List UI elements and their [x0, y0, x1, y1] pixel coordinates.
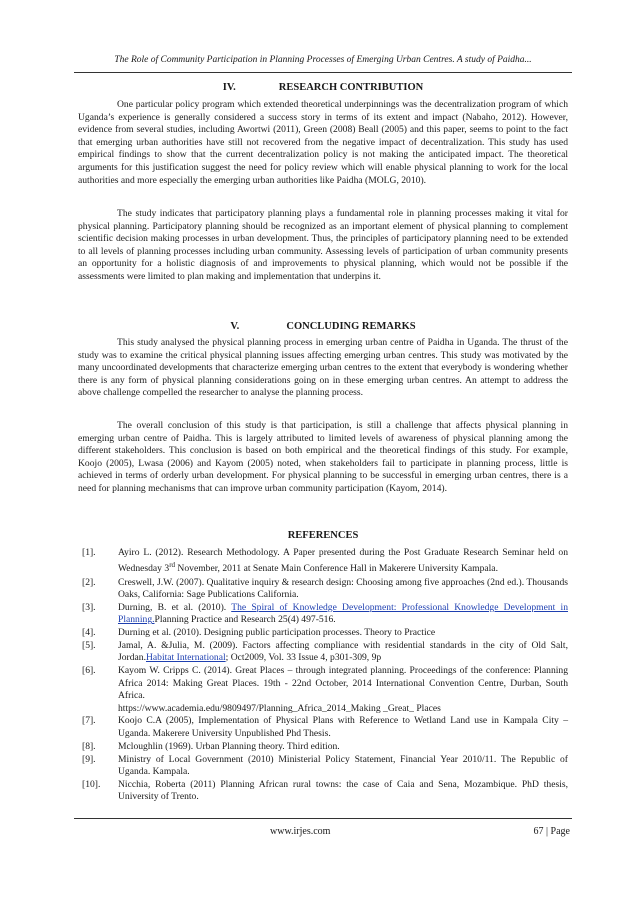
reference-number: [6]. [82, 665, 96, 677]
reference-item [78, 741, 568, 753]
reference-text: Koojo C.A (2005), Implementation of Physical Plans with Reference to Wetland Land use in Kampala City – Uganda. Makerere University Unpublished Phd Thesis. [118, 715, 568, 739]
reference-number: [10]. [82, 779, 101, 790]
reference-item [78, 640, 568, 665]
section-heading-concluding-remarks [78, 321, 568, 332]
section-title: RESEARCH CONTRIBUTION [278, 82, 424, 93]
footer-website[interactable]: www.irjes.com [270, 826, 331, 837]
concluding-remarks-paragraph-1: This study analysed the physical planning process in emerging urban centre of Paidha in Uganda. The thrust of the study was to examine the critical physical planning issues affecting emerging urban centres. This study was motivated by the many uncoordinated developments that characterize emerging urban centres to the extent that everybody is wondering whether there is any form of physical planning considerations going on in these emerging urban centres. An attempt to address the above challenge compelled the researcher to analyse the planning process. [78, 337, 568, 399]
reference-text: Ministry of Local Government (2010) Ministerial Policy Statement, Financial Year 2010/11. The Republic of Uganda. Kampala. [118, 753, 568, 778]
reference-item [78, 577, 568, 602]
header-rule [74, 72, 572, 73]
reference-item [78, 779, 568, 804]
section-heading-research-contribution [78, 82, 568, 93]
reference-text: Creswell, J.W. (2007). Qualitative inquiry & research design: Choosing among five approaches (2nd ed.). Thousands Oaks, California: Sage Publications California. [118, 576, 568, 600]
section-number: V. [230, 321, 240, 332]
reference-item [78, 715, 568, 740]
research-contribution-paragraph-2: The study indicates that participatory planning plays a fundamental role in planning processes making it vital for physical planning. Participatory planning should be recognized as an important element of physical planning to complement scientific decision making processes in urban development. Thus, the principles of participatory planning need to be extended to all levels of planning processes including urban community. Assessing levels of participation of urban community presents an opportunity for a holistic diagnosis of and improvements to physical planning, which would not be possible if the assessments were limited to plan making and implementation that underpins it. [78, 208, 568, 282]
reference-number: [3]. [82, 601, 96, 613]
section-title: CONCLUDING REMARKS [286, 321, 416, 332]
reference-number: [4]. [82, 627, 96, 639]
reference-number: [1]. [82, 547, 96, 558]
reference-text: Nicchia, Roberta (2011) Planning African rural towns: the case of Caia and Sena, Mozambique. PhD thesis, University of Trento. [118, 779, 568, 803]
reference-number: [8]. [82, 740, 96, 752]
reference-item [78, 665, 568, 715]
reference-item [78, 602, 568, 627]
reference-text: Durning et al. (2010). Designing public participation processes. Theory to Practice [118, 627, 436, 639]
reference-link-spiral-of-knowledge[interactable]: The Spiral of Knowledge Development: Professional Knowledge Development in Planning. [118, 601, 569, 626]
running-title: The Role of Community Participation in Planning Processes of Emerging Urban Centres. A study of Paidha... [114, 55, 532, 65]
reference-number: [7]. [82, 715, 96, 727]
section-number: IV. [222, 82, 236, 93]
concluding-remarks-paragraph-2: The overall conclusion of this study is that participation, is still a challenge that affects physical planning in emerging urban centre of Paidha. This is largely attributed to limited levels of awareness of physical planning among the different stakeholders. This conclusion is based on both empirical and the theoretical findings of this study. For example, Koojo (2005), Lwasa (2006) and Kayom (2005) noted, when stakeholders fail to participate in planning process, little is achieved in terms of orderly urban development. For physical planning to be successful in emerging urban centres, there is a need for planning mechanisms that can improve urban community participation (Kayom, 2014). [78, 420, 568, 494]
footer-rule [74, 818, 572, 819]
reference-list [78, 547, 568, 804]
reference-text: Jamal, A. &Julia, M. (2009). Factors affecting compliance with residential standards in the city of Old Salt, Jordan.Habitat International; Oct2009, Vol. 33 Issue 4, p301-309, 9p [118, 640, 568, 664]
reference-text: Kayom W. Cripps C. (2014). Great Places – through integrated planning. Proceedings of the conference: Planning Africa 2014: Making Great Places. 19th - 22nd October, 2014 International Convention Centre, Durban, South Africa. https://www.academia.edu/9809497/Planning_Africa_2014_Making _Great_ Places [118, 665, 568, 714]
reference-item [78, 754, 568, 779]
reference-item [78, 547, 568, 576]
reference-link-habitat-international[interactable]: Habitat International [145, 652, 226, 664]
footer-page-number: 67 | Page [533, 826, 570, 837]
reference-url: https://www.academia.edu/9809497/Planning_Africa_2014_Making _Great_ Places [118, 702, 441, 714]
reference-item [78, 627, 568, 639]
research-contribution-paragraph-1: One particular policy program which extended theoretical underpinnings was the decentralization program of which Uganda’s experience is generally considered a success story in terms of its extent and impact (Nabaho, 2012). However, evidence from several studies, including Awortwi (2011), Green (2008) Beall (2005) and this paper, seems to point to the fact that emerging urban authorities have still not recovered from the negative impact of decentralization. This study has used empirical findings to show that the current decentralization policy is not making the anticipated impact. The theoretical arguments for this justification suggest the need for policy review which will enable physical planning to work for the local authorities and more especially the emerging urban authorities like Paidha (MOLG, 2010). [78, 99, 568, 186]
reference-number: [5]. [82, 640, 96, 652]
reference-number: [9]. [82, 753, 96, 765]
reference-number: [2]. [82, 576, 96, 588]
reference-text: Ayiro L. (2012). Research Methodology. A Paper presented during the Post Graduate Research Seminar held on Wednesday 3rd November, 2011 at Senate Main Conference Hall in Makerere University Kampala. [118, 547, 568, 575]
reference-text: Mcloughlin (1969). Urban Planning theory. Third edition. [118, 740, 340, 752]
reference-text: Durning, B. et al. (2010). The Spiral of Knowledge Development: Professional Knowledge Development in Planning.Planning Practice and Research 25(4) 497-516. [118, 601, 569, 626]
references-heading: REFERENCES [287, 530, 359, 541]
